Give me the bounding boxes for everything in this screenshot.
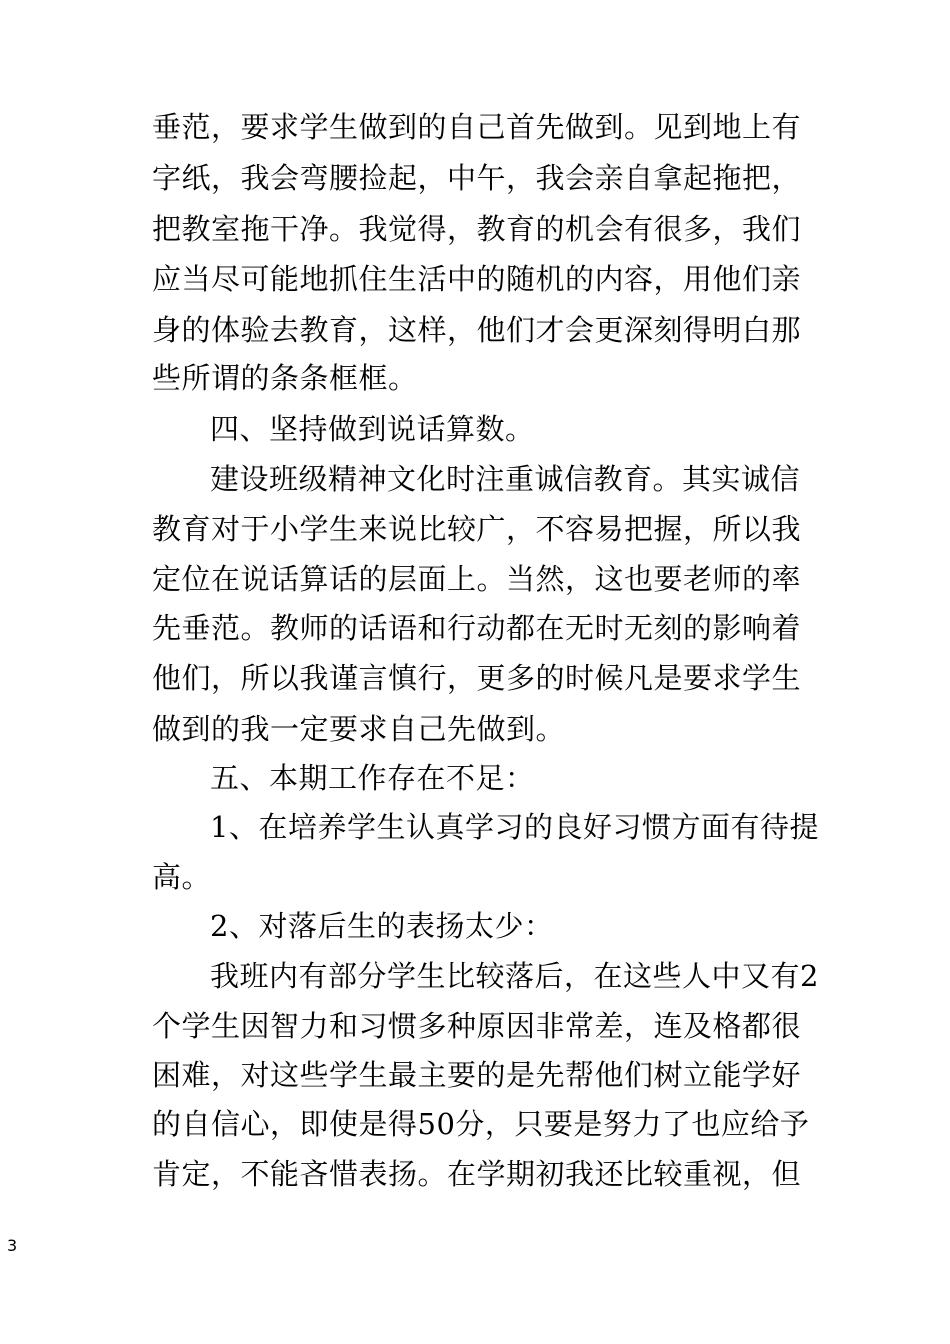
text-line-10: 定位在说话算话的层面上。当然，这也要老师的率 [152,562,802,596]
text-line-21: 的自信心，即使是得50分，只要是努力了也应给予 [152,1107,810,1141]
text-line-18: 我班内有部分学生比较落后，在这些人中又有2 [210,959,819,993]
text-line-11: 先垂范。教师的话语和行动都在无时无刻的影响着 [152,611,802,645]
page-number: 3 [7,1236,18,1255]
list-item-1: 1、在培养学生认真学习的良好习惯方面有待提 [210,810,819,844]
text-line-4: 应当尽可能地抓住生活中的随机的内容，用他们亲 [152,262,802,296]
text-line-2: 字纸，我会弯腰捡起，中午，我会亲自拿起拖把， [152,161,802,195]
text-line-1: 垂范，要求学生做到的自己首先做到。见到地上有 [152,110,802,144]
section-heading-5: 五、本期工作存在不足： [210,761,535,795]
list-item-2: 2、对落后生的表扬太少： [210,909,554,943]
text-line-9: 教育对于小学生来说比较广，不容易把握，所以我 [152,512,802,546]
text-line-13: 做到的我一定要求自己先做到。 [152,712,566,746]
text-line-5: 身的体验去教育，这样，他们才会更深刻得明白那 [152,313,802,347]
text-line-12: 他们，所以我谨言慎行，更多的时候凡是要求学生 [152,661,802,695]
section-heading-4: 四、坚持做到说话算数。 [210,412,535,446]
text-line-6: 些所谓的条条框框。 [152,361,418,395]
text-line-20: 困难，对这些学生最主要的是先帮他们树立能学好 [152,1058,802,1092]
text-line-8: 建设班级精神文化时注重诚信教育。其实诚信 [210,462,801,496]
text-line-16: 高。 [152,860,212,894]
text-line-3: 把教室拖干净。我觉得，教育的机会有很多，我们 [152,212,802,246]
text-line-22: 肯定，不能吝惜表扬。在学期初我还比较重视，但 [152,1157,802,1191]
text-line-19: 个学生因智力和习惯多种原因非常差，连及格都很 [152,1009,802,1043]
